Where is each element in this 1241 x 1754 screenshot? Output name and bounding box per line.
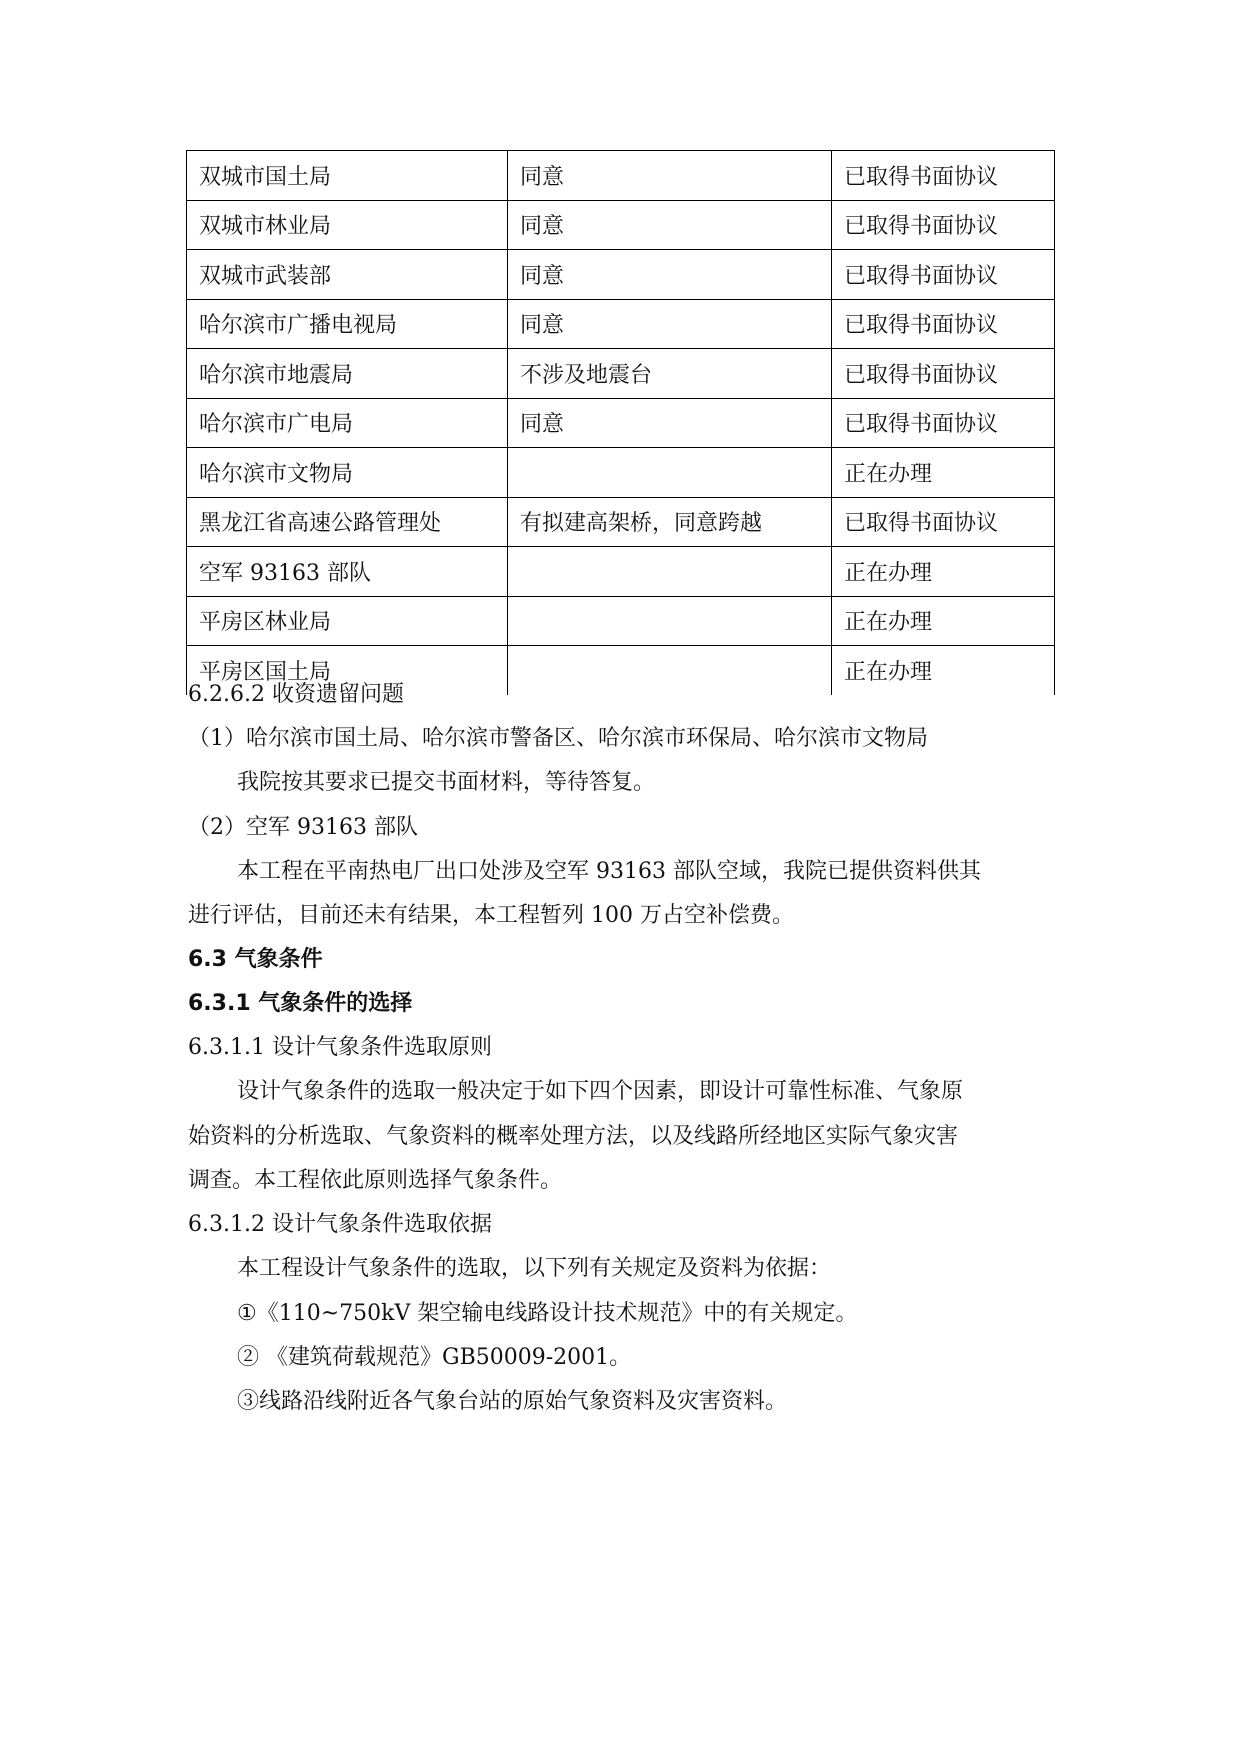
organization-cell: 双城市武装部: [187, 250, 508, 300]
basis-item-3: ③线路沿线附近各气象台站的原始气象资料及灾害资料。: [237, 1389, 788, 1414]
organization-cell: 黑龙江省高速公路管理处: [187, 497, 508, 547]
opinion-cell: [508, 596, 832, 646]
organization-cell: 双城市林业局: [187, 200, 508, 250]
table-row: [187, 448, 1055, 498]
opinion-cell: 同意: [508, 200, 832, 250]
table-row: [187, 398, 1055, 448]
paragraph-6-3-1-1-line-2: 始资料的分析选取、气象资料的概率处理方法，以及线路所经地区实际气象灾害: [188, 1124, 959, 1149]
status-cell: 正在办理: [832, 596, 1055, 646]
status-cell: 已取得书面协议: [832, 349, 1055, 399]
table-row: [187, 547, 1055, 597]
table-row: [187, 299, 1055, 349]
table-row: [187, 200, 1055, 250]
table-row: [187, 497, 1055, 547]
section-heading-6-3-1-1: 6.3.1.1 设计气象条件选取原则: [188, 1035, 492, 1060]
section-heading-6-2-6-2: 6.2.6.2 收资遗留问题: [188, 682, 404, 707]
approval-table: [186, 150, 1055, 695]
organization-cell: 哈尔滨市广电局: [187, 398, 508, 448]
item-1-title: （1）哈尔滨市国土局、哈尔滨市警备区、哈尔滨市环保局、哈尔滨市文物局: [188, 726, 928, 751]
status-cell: 已取得书面协议: [832, 250, 1055, 300]
section-heading-6-3-1-2: 6.3.1.2 设计气象条件选取依据: [188, 1212, 492, 1237]
table-row: [187, 349, 1055, 399]
status-cell: 正在办理: [832, 547, 1055, 597]
status-cell: 正在办理: [832, 646, 1055, 695]
basis-item-1: ①《110~750kV 架空输电线路设计技术规范》中的有关规定。: [237, 1301, 858, 1326]
status-cell: 正在办理: [832, 448, 1055, 498]
table-row: [187, 151, 1055, 201]
item-2-body-line-1: 本工程在平南热电厂出口处涉及空军 93163 部队空域，我院已提供资料供其: [237, 859, 981, 884]
opinion-cell: [508, 646, 832, 695]
item-2-title: （2）空军 93163 部队: [188, 815, 418, 840]
organization-cell: 哈尔滨市文物局: [187, 448, 508, 498]
opinion-cell: 同意: [508, 299, 832, 349]
organization-cell: 平房区国土局: [187, 646, 508, 695]
paragraph-6-3-1-2-intro: 本工程设计气象条件的选取，以下列有关规定及资料为依据：: [237, 1256, 832, 1281]
organization-cell: 双城市国土局: [187, 151, 508, 201]
status-cell: 已取得书面协议: [832, 151, 1055, 201]
opinion-cell: [508, 547, 832, 597]
opinion-cell: 同意: [508, 151, 832, 201]
opinion-cell: [508, 448, 832, 498]
section-heading-6-3-1: 6.3.1 气象条件的选择: [188, 991, 413, 1016]
item-1-body: 我院按其要求已提交书面材料，等待答复。: [237, 770, 656, 795]
organization-cell: 哈尔滨市广播电视局: [187, 299, 508, 349]
basis-item-2: ② 《建筑荷载规范》GB50009-2001。: [237, 1345, 632, 1370]
opinion-cell: 同意: [508, 398, 832, 448]
status-cell: 已取得书面协议: [832, 299, 1055, 349]
opinion-cell: 同意: [508, 250, 832, 300]
organization-cell: 哈尔滨市地震局: [187, 349, 508, 399]
table-row: [187, 596, 1055, 646]
status-cell: 已取得书面协议: [832, 398, 1055, 448]
item-2-body-line-2: 进行评估，目前还未有结果，本工程暂列 100 万占空补偿费。: [188, 903, 794, 928]
table-row: [187, 250, 1055, 300]
opinion-cell: 不涉及地震台: [508, 349, 832, 399]
paragraph-6-3-1-1-line-3: 调查。本工程依此原则选择气象条件。: [188, 1168, 563, 1193]
approval-table-body: [187, 151, 1055, 695]
opinion-cell: 有拟建高架桥，同意跨越: [508, 497, 832, 547]
status-cell: 已取得书面协议: [832, 497, 1055, 547]
section-heading-6-3: 6.3 气象条件: [188, 947, 323, 972]
organization-cell: 平房区林业局: [187, 596, 508, 646]
organization-cell: 空军 93163 部队: [187, 547, 508, 597]
paragraph-6-3-1-1-line-1: 设计气象条件的选取一般决定于如下四个因素，即设计可靠性标准、气象原: [237, 1079, 964, 1104]
status-cell: 已取得书面协议: [832, 200, 1055, 250]
